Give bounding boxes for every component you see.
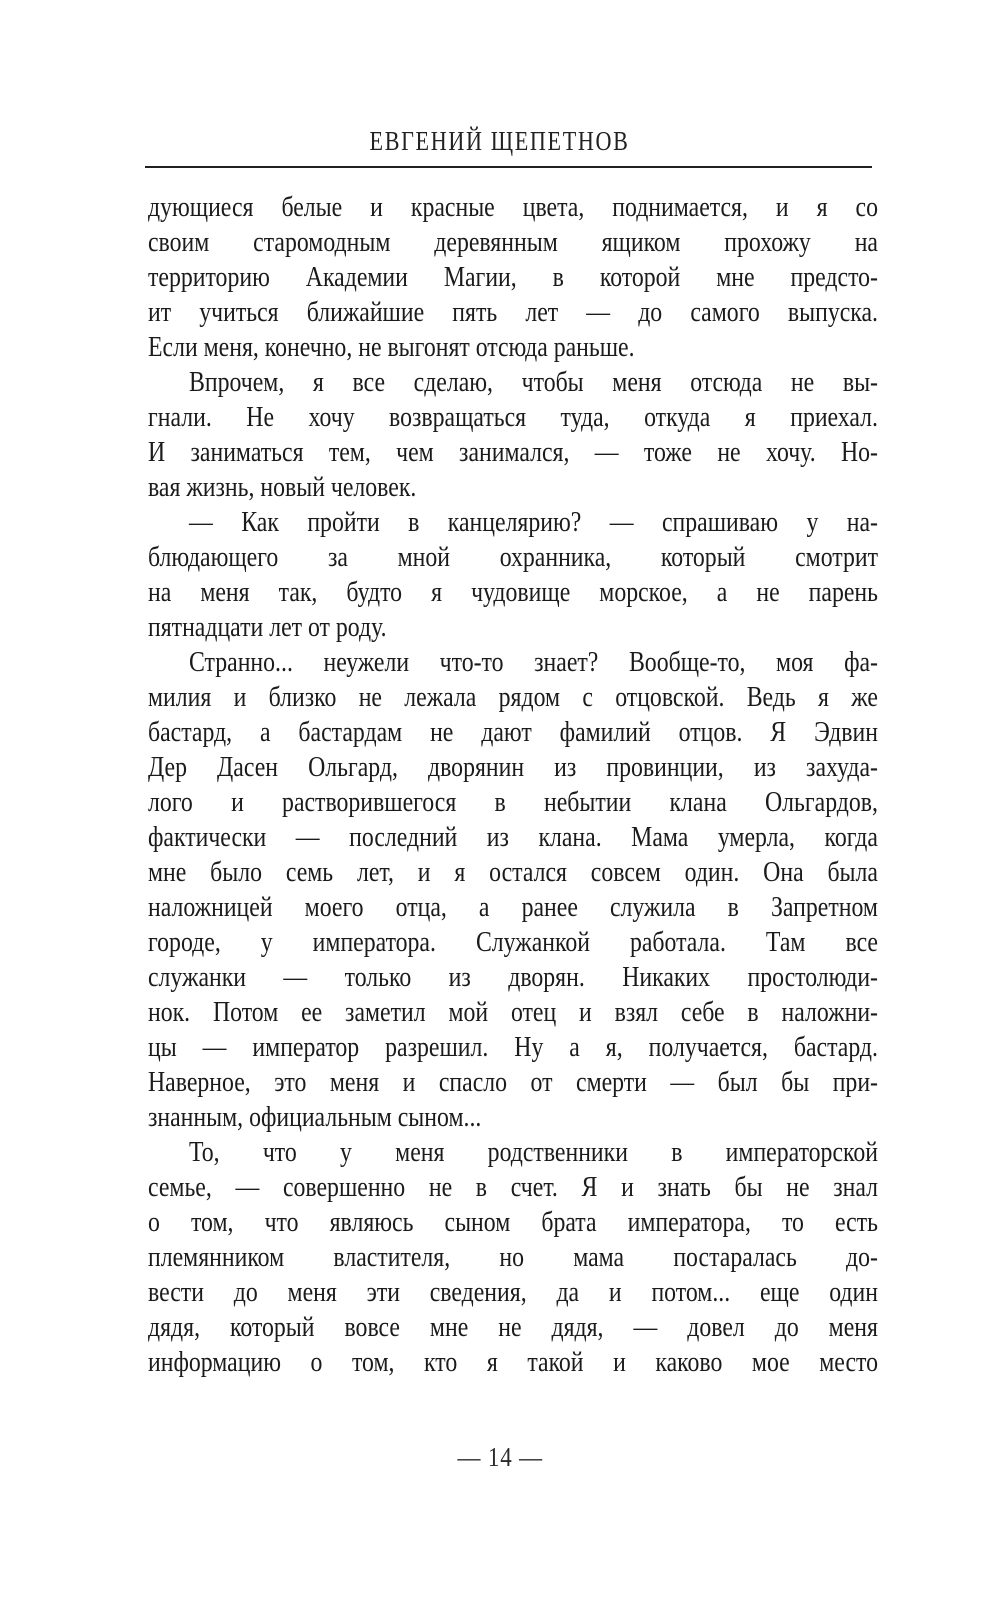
text-line: мне было семь лет, и я остался совсем один. Она была bbox=[148, 856, 878, 888]
text-line: — Как пройти в канцелярию? — спрашиваю у на- bbox=[189, 506, 878, 538]
text-line: Если меня, конечно, не выгонят отсюда раньше. bbox=[148, 331, 635, 363]
text-line: знанным, официальным сыном... bbox=[148, 1101, 482, 1133]
text-line: Наверное, это меня и спасло от смерти — был бы при- bbox=[148, 1066, 878, 1098]
text-line: цы — император разрешил. Ну а я, получается, бастард. bbox=[148, 1031, 878, 1063]
text-line: блюдающего за мной охранника, который смотрит bbox=[148, 541, 878, 573]
text-line: Странно... неужели что-то знает? Вообще-то, моя фа- bbox=[189, 646, 878, 678]
text-line: наложницей моего отца, а ранее служила в Запретном bbox=[148, 891, 878, 923]
text-line: Впрочем, я все сделаю, чтобы меня отсюда не вы- bbox=[189, 366, 878, 398]
text-line: территорию Академии Магии, в которой мне предсто- bbox=[148, 261, 878, 293]
text-line: пятнадцати лет от роду. bbox=[148, 611, 387, 643]
running-header bbox=[0, 126, 1000, 157]
text-line: семье, — совершенно не в счет. Я и знать бы не знал bbox=[148, 1171, 878, 1203]
text-line: Дер Дасен Ольгард, дворянин из провинции, из захуда- bbox=[148, 751, 878, 783]
text-line: вая жизнь, новый человек. bbox=[148, 471, 417, 503]
text-line: гнали. Не хочу возвращаться туда, откуда я приехал. bbox=[148, 401, 878, 433]
page-header-author: ЕВГЕНИЙ ЩЕПЕТНОВ bbox=[369, 126, 630, 156]
text-line: нок. Потом ее заметил мой отец и взял себе в наложни- bbox=[148, 996, 878, 1028]
text-line: фактически — последний из клана. Мама умерла, когда bbox=[148, 821, 878, 853]
page-body-text bbox=[148, 190, 878, 1380]
text-line: милия и близко не лежала рядом с отцовской. Ведь я же bbox=[148, 681, 878, 713]
header-rule bbox=[145, 166, 872, 168]
text-line: дующиеся белые и красные цвета, поднимается, и я со bbox=[148, 191, 878, 223]
text-line: лого и растворившегося в небытии клана Ольгардов, bbox=[148, 786, 878, 818]
text-line: информацию о том, кто я такой и каково мое место bbox=[148, 1346, 878, 1378]
text-line: ит учиться ближайшие пять лет — до самого выпуска. bbox=[148, 296, 878, 328]
page-number: — 14 — bbox=[457, 1442, 543, 1472]
text-line: племянником властителя, но мама постаралась до- bbox=[148, 1241, 878, 1273]
text-line: вести до меня эти сведения, да и потом... еще один bbox=[148, 1276, 878, 1308]
text-line: бастард, а бастардам не дают фамилий отцов. Я Эдвин bbox=[148, 716, 878, 748]
text-line: То, что у меня родственники в императорской bbox=[189, 1136, 878, 1168]
page-footer bbox=[0, 1442, 1000, 1473]
text-line: И заниматься тем, чем занимался, — тоже не хочу. Но- bbox=[148, 436, 878, 468]
text-line: своим старомодным деревянным ящиком прохожу на bbox=[148, 226, 878, 258]
text-line: служанки — только из дворян. Никаких простолюди- bbox=[148, 961, 878, 993]
text-line: на меня так, будто я чудовище морское, а не парень bbox=[148, 576, 878, 608]
text-line: о том, что являюсь сыном брата императора, то есть bbox=[148, 1206, 878, 1238]
text-line: городе, у императора. Служанкой работала. Там все bbox=[148, 926, 878, 958]
text-line: дядя, который вовсе мне не дядя, — довел до меня bbox=[148, 1311, 878, 1343]
